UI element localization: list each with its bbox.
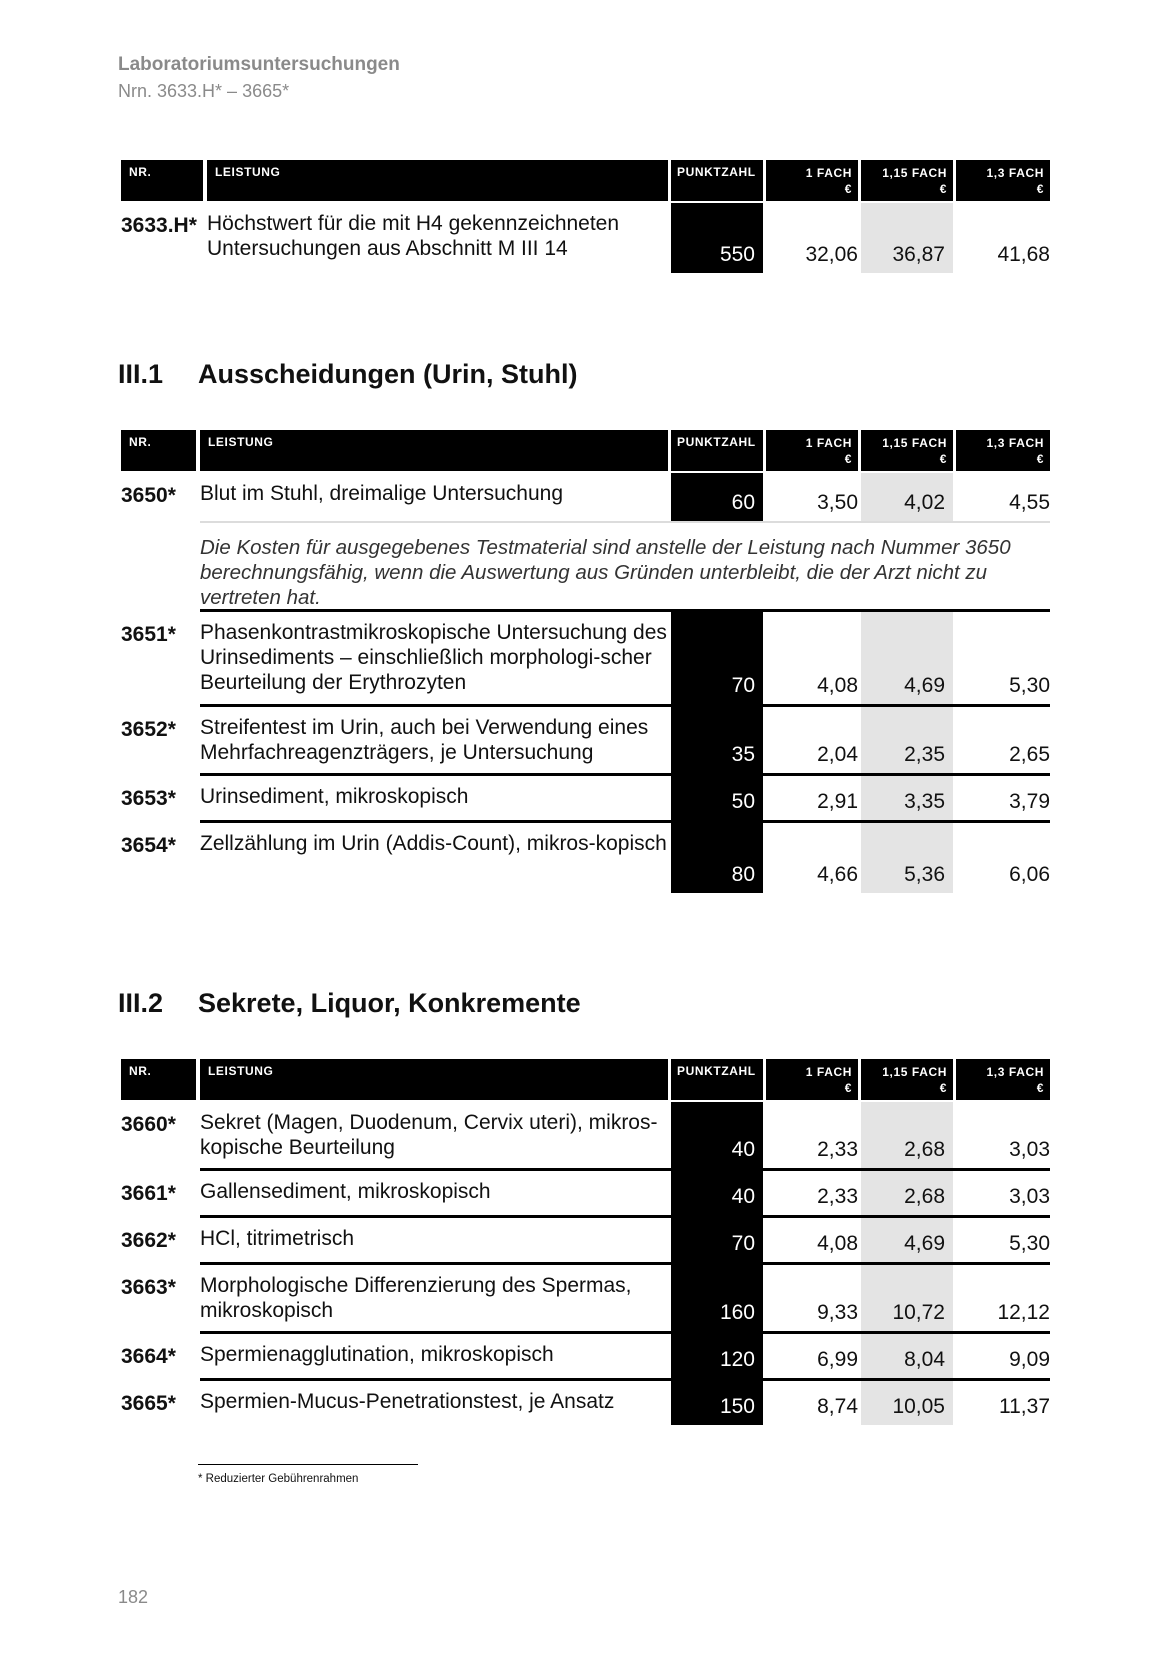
- entry-description-text: Zellzählung im Urin (Addis-Count), mikros-kopisch: [200, 832, 667, 855]
- entry-points-text: 50: [731, 790, 755, 813]
- entry-description: [200, 1102, 670, 1168]
- entry-points-text: 40: [731, 1138, 755, 1161]
- section-number: III.1: [118, 359, 164, 389]
- entry-fee-1-text: 9,33: [817, 1301, 858, 1324]
- entry-fee-1-15-text: 8,04: [904, 1348, 945, 1371]
- entry-fee-1-15-text: 2,68: [904, 1185, 945, 1208]
- running-header-subtitle: Nrn. 3633.H* – 3665*: [118, 81, 290, 101]
- entry-number: [121, 612, 196, 704]
- header-currency: €: [1036, 182, 1044, 196]
- footnote-rule: [198, 1464, 418, 1465]
- entry-number: [121, 1265, 196, 1331]
- entry-fee-1-15: [861, 1102, 953, 1168]
- header-1-3-fach: [956, 160, 1050, 201]
- entry-points: [671, 1171, 763, 1215]
- entry-fee-1-15: [861, 776, 953, 820]
- section-title: Ausscheidungen (Urin, Stuhl): [198, 359, 578, 389]
- header-label: 1,15 FACH: [882, 436, 947, 450]
- entry-description-text: Spermien-Mucus-Penetrationstest, je Ansatz: [200, 1390, 615, 1413]
- table-row: [121, 707, 1050, 773]
- entry-fee-1-3: [956, 707, 1050, 773]
- entry-description: [200, 612, 670, 704]
- header-1-15-fach: [861, 430, 953, 471]
- entry-description-text: Streifentest im Urin, auch bei Verwendung eines Mehrfachreagenzträgers, je Untersuchung: [200, 716, 649, 764]
- header-currency: €: [844, 182, 852, 196]
- header-label: LEISTUNG: [208, 1064, 274, 1078]
- entry-description: [200, 707, 670, 773]
- entry-fee-1-3-text: 11,37: [999, 1395, 1050, 1418]
- entry-fee-1-3: [956, 1381, 1050, 1425]
- entry-fee-1-text: 2,91: [817, 790, 858, 813]
- header-currency: €: [844, 1081, 852, 1095]
- header-label: PUNKTZAHL: [677, 1064, 756, 1078]
- entry-fee-1-3-text: 3,03: [1009, 1185, 1050, 1208]
- entry-description-text: Höchstwert für die mit H4 gekennzeichneten Untersuchungen aus Abschnitt M III 14: [207, 212, 620, 260]
- entry-description: [207, 203, 667, 273]
- entry-points-text: 35: [731, 743, 755, 766]
- header-nr: [121, 160, 203, 201]
- header-currency: €: [939, 1081, 947, 1095]
- table-header: [121, 160, 1050, 201]
- entry-fee-1: [766, 823, 858, 893]
- entry-description: [200, 473, 660, 521]
- header-currency: €: [939, 182, 947, 196]
- entry-number: [121, 707, 196, 773]
- fee-table-3633: [121, 160, 1050, 273]
- entry-points-text: 40: [731, 1185, 755, 1208]
- entry-points: [671, 776, 763, 820]
- entry-fee-1: [766, 612, 858, 704]
- entry-points: [671, 1381, 763, 1425]
- running-header-title: Laboratoriumsuntersuchungen: [118, 54, 400, 75]
- entry-fee-1: [766, 1334, 858, 1378]
- entry-description: [200, 1171, 670, 1215]
- entry-fee-1-3-text: 6,06: [1009, 863, 1050, 886]
- entry-fee-1-15: [861, 1334, 953, 1378]
- table-row: [121, 203, 1050, 273]
- header-currency: €: [844, 452, 852, 466]
- header-1-fach: [766, 430, 858, 471]
- header-label: 1,3 FACH: [986, 166, 1044, 180]
- entry-number: [121, 1381, 196, 1425]
- entry-fee-1-text: 4,66: [817, 863, 858, 886]
- header-1-3-fach: [956, 1059, 1050, 1100]
- header-1-15-fach: [861, 160, 953, 201]
- entry-fee-1-text: 2,04: [817, 743, 858, 766]
- entry-number-text: 3654*: [121, 834, 176, 857]
- entry-fee-1-15: [861, 1171, 953, 1215]
- table-header: [121, 1059, 1050, 1100]
- fee-table-iii-2: [121, 1059, 1050, 1425]
- entry-description-text: Urinsediment, mikroskopisch: [200, 785, 469, 808]
- entry-description-text: HCl, titrimetrisch: [200, 1227, 355, 1250]
- header-leistung: [207, 160, 668, 201]
- entry-fee-1-text: 6,99: [817, 1348, 858, 1371]
- entry-description-text: Sekret (Magen, Duodenum, Cervix uteri), mikros-kopische Beurteilung: [200, 1111, 658, 1159]
- entry-number: [121, 1102, 196, 1168]
- footnote-note: Die Kosten für ausgegebenes Testmaterial sind anstelle der Leistung nach Nummer 3650 berechnungsfähig, wenn die Auswertung aus Gründen unterbleibt, die der Arzt nicht zu vertreten hat.: [200, 536, 1011, 609]
- entry-fee-1: [766, 1218, 858, 1262]
- page-number: 182: [118, 1587, 149, 1607]
- entry-fee-1-15: [861, 1218, 953, 1262]
- header-currency: €: [939, 452, 947, 466]
- entry-number: [121, 823, 196, 893]
- entry-fee-1-15-text: 4,02: [904, 491, 945, 514]
- entry-points-text: 70: [731, 674, 755, 697]
- entry-fee-1-text: 4,08: [817, 1232, 858, 1255]
- entry-fee-1-text: 32,06: [805, 243, 858, 266]
- table-row: [121, 1381, 1050, 1425]
- header-punktzahl: [671, 430, 763, 471]
- header-label: 1 FACH: [805, 166, 852, 180]
- entry-points: [671, 473, 763, 521]
- entry-fee-1-text: 4,08: [817, 674, 858, 697]
- table-row: [121, 1265, 1050, 1331]
- entry-points-text: 160: [719, 1301, 755, 1324]
- entry-fee-1-3: [956, 1102, 1050, 1168]
- entry-points: [671, 707, 763, 773]
- entry-fee-1: [766, 707, 858, 773]
- entry-fee-1: [766, 473, 858, 521]
- entry-fee-1-text: 8,74: [817, 1395, 858, 1418]
- entry-fee-1-text: 3,50: [817, 491, 858, 514]
- entry-description: [200, 776, 670, 820]
- entry-points: [671, 1102, 763, 1168]
- entry-points: [671, 203, 763, 273]
- entry-fee-1-3: [956, 473, 1050, 521]
- entry-fee-1-3: [956, 776, 1050, 820]
- entry-fee-1-15: [861, 473, 953, 521]
- entry-points: [671, 823, 763, 893]
- entry-fee-1-3-text: 5,30: [1009, 1232, 1050, 1255]
- entry-fee-1-15-text: 4,69: [904, 674, 945, 697]
- entry-fee-1-3-text: 5,30: [1009, 674, 1050, 697]
- entry-description-text: Spermienagglutination, mikroskopisch: [200, 1343, 554, 1366]
- entry-number-text: 3660*: [121, 1113, 176, 1136]
- entry-number-text: 3662*: [121, 1229, 176, 1252]
- entry-fee-1-3-text: 4,55: [1009, 491, 1050, 514]
- entry-fee-1-3: [956, 203, 1050, 273]
- table-row: [121, 1171, 1050, 1215]
- entry-fee-1: [766, 776, 858, 820]
- entry-description-text: Blut im Stuhl, dreimalige Untersuchung: [200, 482, 564, 505]
- header-1-15-fach: [861, 1059, 953, 1100]
- header-1-3-fach: [956, 430, 1050, 471]
- header-leistung: [200, 1059, 668, 1100]
- section-title: Sekrete, Liquor, Konkremente: [198, 988, 581, 1018]
- entry-number-text: 3653*: [121, 787, 176, 810]
- entry-description-text: Phasenkontrastmikroskopische Untersuchung des Urinsediments – einschließlich morphologi-scher Beurteilung der Erythrozyten: [200, 621, 667, 694]
- header-1-fach: [766, 1059, 858, 1100]
- entry-fee-1-15-text: 2,68: [904, 1138, 945, 1161]
- entry-fee-1-3: [956, 612, 1050, 704]
- header-label: LEISTUNG: [215, 165, 281, 179]
- entry-fee-1: [766, 1171, 858, 1215]
- entry-fee-1-15: [861, 707, 953, 773]
- entry-description: [200, 823, 670, 893]
- entry-fee-1-15: [861, 1381, 953, 1425]
- entry-fee-1: [766, 203, 858, 273]
- header-label: NR.: [129, 435, 152, 449]
- entry-fee-1-15-text: 36,87: [892, 243, 945, 266]
- table-row: [121, 1334, 1050, 1378]
- entry-fee-1-15-text: 3,35: [904, 790, 945, 813]
- header-label: PUNKTZAHL: [677, 435, 756, 449]
- entry-fee-1-15-text: 5,36: [904, 863, 945, 886]
- header-label: 1,3 FACH: [986, 436, 1044, 450]
- entry-fee-1-3-text: 9,09: [1009, 1348, 1050, 1371]
- entry-number: [121, 1334, 196, 1378]
- entry-description-text: Gallensediment, mikroskopisch: [200, 1180, 491, 1203]
- header-nr: [121, 1059, 196, 1100]
- entry-number-text: 3633.H*: [121, 214, 197, 237]
- entry-fee-1: [766, 1265, 858, 1331]
- entry-fee-1-15: [861, 203, 953, 273]
- entry-points: [671, 1334, 763, 1378]
- entry-points-text: 550: [719, 243, 755, 266]
- entry-points-text: 80: [731, 863, 755, 886]
- entry-fee-1-text: 2,33: [817, 1138, 858, 1161]
- header-label: 1,15 FACH: [882, 1065, 947, 1079]
- entry-number-text: 3663*: [121, 1276, 176, 1299]
- header-label: 1 FACH: [805, 436, 852, 450]
- header-currency: €: [1036, 1081, 1044, 1095]
- header-label: 1 FACH: [805, 1065, 852, 1079]
- entry-fee-1-3-text: 3,03: [1009, 1138, 1050, 1161]
- entry-number-text: 3661*: [121, 1182, 176, 1205]
- entry-fee-1-3-text: 41,68: [997, 243, 1050, 266]
- header-currency: €: [1036, 452, 1044, 466]
- entry-points-text: 60: [731, 491, 755, 514]
- entry-number: [121, 1218, 196, 1262]
- entry-fee-1: [766, 1381, 858, 1425]
- entry-fee-1-15-text: 2,35: [904, 743, 945, 766]
- header-label: NR.: [129, 165, 152, 179]
- entry-fee-1-15-text: 4,69: [904, 1232, 945, 1255]
- entry-number-text: 3652*: [121, 718, 176, 741]
- entry-fee-1-15: [861, 1265, 953, 1331]
- entry-fee-1-3: [956, 1265, 1050, 1331]
- table-row: [121, 823, 1050, 893]
- entry-description: [200, 1334, 670, 1378]
- entry-fee-1: [766, 1102, 858, 1168]
- entry-description: [200, 1218, 670, 1262]
- header-leistung: [200, 430, 668, 471]
- entry-points: [671, 1265, 763, 1331]
- entry-fee-1-3-text: 3,79: [1009, 790, 1050, 813]
- header-punktzahl: [671, 1059, 763, 1100]
- header-1-fach: [766, 160, 858, 201]
- entry-points: [671, 612, 763, 704]
- entry-fee-1-3: [956, 1334, 1050, 1378]
- entry-fee-1-text: 2,33: [817, 1185, 858, 1208]
- entry-fee-1-3-text: 12,12: [997, 1301, 1050, 1324]
- header-label: PUNKTZAHL: [677, 165, 756, 179]
- entry-number: [121, 1171, 196, 1215]
- table-header: [121, 430, 1050, 471]
- entry-description: [200, 1381, 670, 1425]
- entry-fee-1-15: [861, 823, 953, 893]
- entry-number-text: 3650*: [121, 484, 176, 507]
- table-row: [121, 776, 1050, 820]
- table-row: [121, 612, 1050, 704]
- header-label: LEISTUNG: [208, 435, 274, 449]
- header-nr: [121, 430, 196, 471]
- header-label: 1,15 FACH: [882, 166, 947, 180]
- entry-fee-1-15-text: 10,05: [892, 1395, 945, 1418]
- entry-fee-1-15-text: 10,72: [892, 1301, 945, 1324]
- fee-table-iii-1: [121, 430, 1050, 893]
- entry-number-text: 3651*: [121, 623, 176, 646]
- entry-fee-1-15: [861, 612, 953, 704]
- header-label: 1,3 FACH: [986, 1065, 1044, 1079]
- entry-points: [671, 1218, 763, 1262]
- entry-number: [121, 203, 196, 273]
- table-row: [121, 1218, 1050, 1262]
- entry-fee-1-3: [956, 823, 1050, 893]
- entry-points-text: 120: [719, 1348, 755, 1371]
- footnote: * Reduzierter Gebührenrahmen: [198, 1473, 359, 1485]
- entry-number-text: 3664*: [121, 1345, 176, 1368]
- entry-description: [200, 1265, 670, 1331]
- header-label: NR.: [129, 1064, 152, 1078]
- entry-points-text: 70: [731, 1232, 755, 1255]
- entry-fee-1-3: [956, 1218, 1050, 1262]
- entry-fee-1-3-text: 2,65: [1009, 743, 1050, 766]
- section-heading-iii-2: [118, 988, 581, 1019]
- entry-number-text: 3665*: [121, 1392, 176, 1415]
- entry-number: [121, 473, 196, 521]
- header-punktzahl: [671, 160, 763, 201]
- entry-fee-1-3: [956, 1171, 1050, 1215]
- table-row: [121, 1102, 1050, 1168]
- entry-description-text: Morphologische Differenzierung des Spermas, mikroskopisch: [200, 1274, 632, 1322]
- section-heading-iii-1: [118, 359, 578, 390]
- table-row: [121, 473, 1050, 521]
- entry-points-text: 150: [719, 1395, 755, 1418]
- entry-number: [121, 776, 196, 820]
- section-number: III.2: [118, 988, 164, 1018]
